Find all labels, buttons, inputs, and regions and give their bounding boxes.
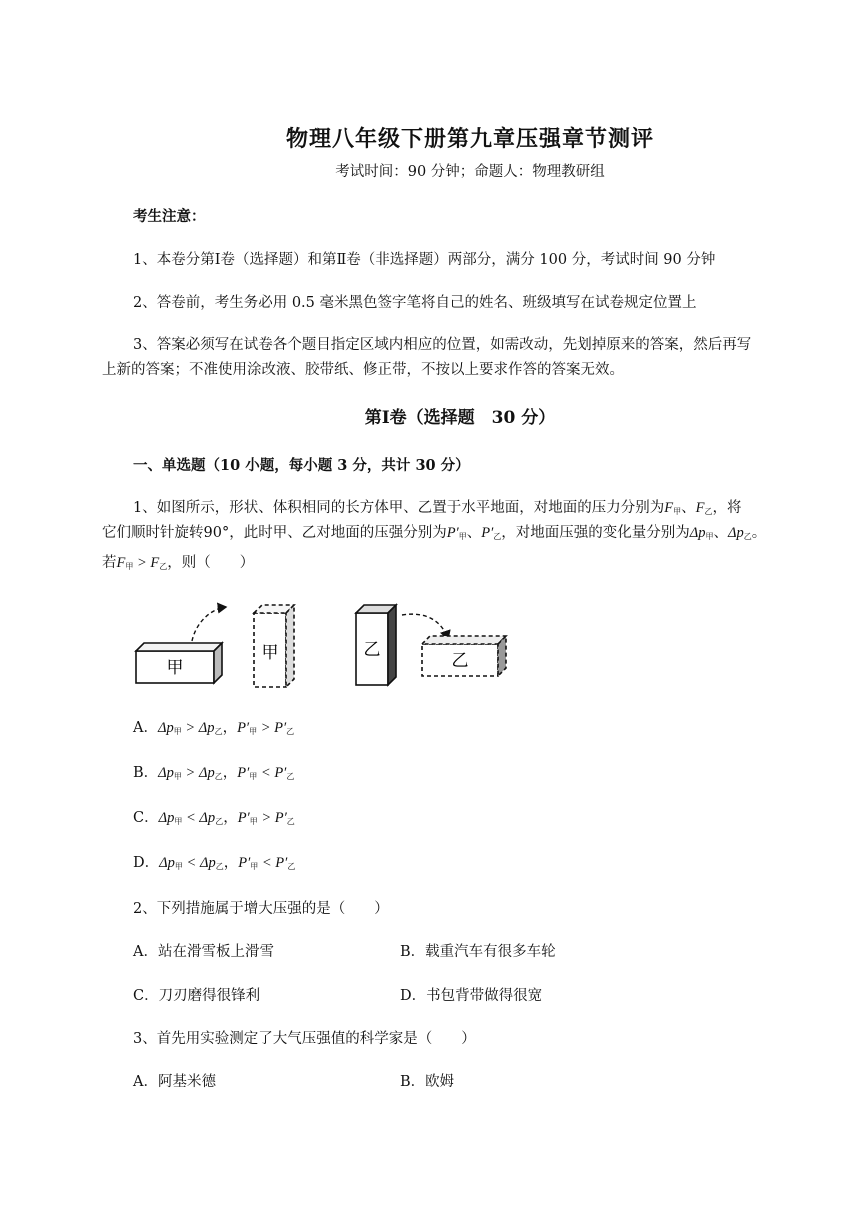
q1-line-1: 1、如图所示，形状、体积相同的长方体甲、乙置于水平地面，对地面的压力分别为$F_甲$、$F_乙$，将 <box>133 500 742 516</box>
q1-option-a[interactable]: A．$\Delta p_甲 > \Delta p_乙$，$P'_甲 > P'_乙$ <box>133 720 295 736</box>
block-jia-rotated-label: 甲 <box>261 643 279 663</box>
q1-option-b[interactable]: B．$\Delta p_甲 > \Delta p_乙$，$P'_甲 < P'_乙$ <box>133 765 295 781</box>
notice-heading: 考生注意： <box>133 208 206 225</box>
rotation-arrow-jia <box>192 607 226 641</box>
section-title: 第Ⅰ卷（选择题 30 分） <box>364 408 556 428</box>
q2-option-c[interactable]: C．刀刃磨得很锋利 <box>133 988 261 1004</box>
notice-item-3: 3、答案必须写在试卷各个题目指定区域内相应的位置，如需改动，先划掉原来的答案，然后再写 <box>133 337 752 353</box>
q3-stem: 3、首先用实验测定了大气压强值的科学家是（ ） <box>133 1031 476 1047</box>
q3-option-b[interactable]: B．欧姆 <box>400 1074 455 1090</box>
q3-option-a[interactable]: A．阿基米德 <box>133 1074 216 1090</box>
notice-item-2: 2、答卷前，考生务必用 0.5 毫米黑色签字笔将自己的姓名、班级填写在试卷规定位置上 <box>133 295 697 311</box>
q2-stem: 2、下列措施属于增大压强的是（ ） <box>133 901 389 917</box>
block-yi-label: 乙 <box>363 640 381 660</box>
exam-info: 考试时间：90 分钟；命题人：物理教研组 <box>335 164 605 180</box>
q2-option-b[interactable]: B．载重汽车有很多车轮 <box>400 944 556 960</box>
q2-option-d[interactable]: D．书包背带做得很宽 <box>400 988 543 1004</box>
block-jia-label: 甲 <box>166 658 184 678</box>
q1-figure <box>130 595 520 695</box>
notice-item-3-cont: 上新的答案；不准使用涂改液、胶带纸、修正带，不按以上要求作答的答案无效。 <box>102 362 624 378</box>
q1-option-d[interactable]: D．$\Delta p_甲 < \Delta p_乙$，$P'_甲 < P'_乙$ <box>133 855 296 871</box>
q1-line-2: 它们顺时针旋转90°，此时甲、乙对地面的压强分别为$P'_甲$、$P'_乙$，对地面压强的变化量分别为$\Delta p_甲$、$\Delta p_乙$。 <box>102 525 767 541</box>
q1-option-c[interactable]: C．$\Delta p_甲 < \Delta p_乙$，$P'_甲 > P'_乙$ <box>133 810 295 826</box>
page-title: 物理八年级下册第九章压强章节测评 <box>285 126 654 152</box>
notice-item-1: 1、本卷分第Ⅰ卷（选择题）和第Ⅱ卷（非选择题）两部分，满分 100 分，考试时间 90 分钟 <box>133 252 716 268</box>
q2-option-a[interactable]: A．站在滑雪板上滑雪 <box>133 944 274 960</box>
block-yi-rotated-label: 乙 <box>451 651 469 671</box>
q1-line-3: 若$F_甲 > F_乙$，则（ ） <box>102 555 255 571</box>
section-heading: 一、单选题（10 小题，每小题 3 分，共计 30 分） <box>133 457 470 474</box>
